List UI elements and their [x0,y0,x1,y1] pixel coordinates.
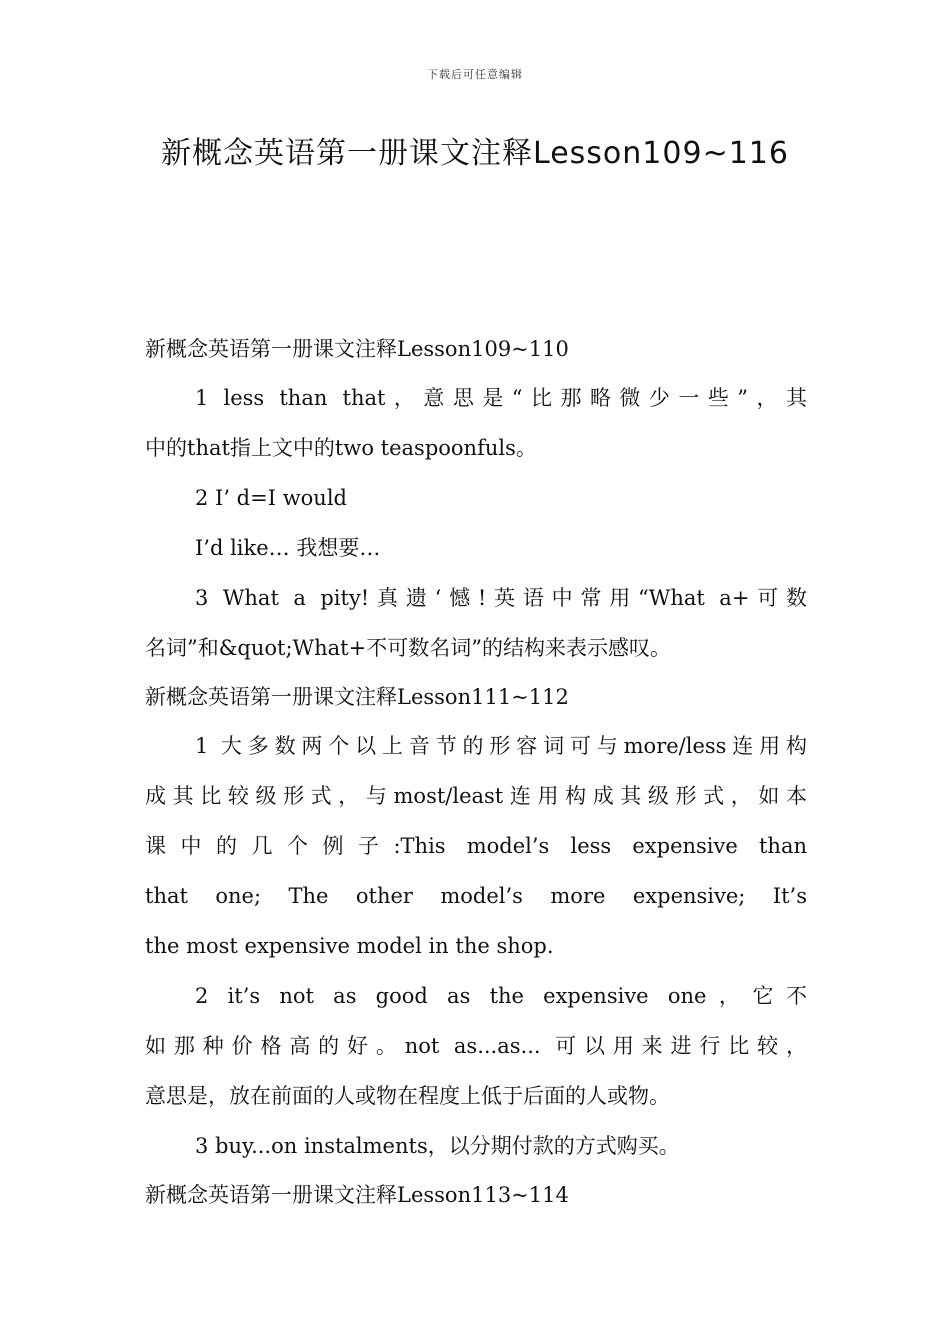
paragraph-line: 如那种价格高的好。not as...as... 可以用来进行比较， [145,1034,807,1058]
paragraph-line: 3 buy...on instalments，以分期付款的方式购买。 [195,1134,680,1158]
paragraph-line: 2 it’s not as good as the expensive one，它不 [195,984,807,1008]
paragraph-line: 3 What a pity!真遗‘憾!英语中常用“What a+可数 [195,586,807,610]
paragraph-line: 课中的几个例子:This model’s less expensive than [145,834,807,858]
section-heading-111-112: 新概念英语第一册课文注释Lesson111~112 [145,685,569,709]
section-heading-113-114: 新概念英语第一册课文注释Lesson113~114 [145,1183,569,1207]
paragraph-line: 1 less than that，意思是“比那略微少一些”，其 [195,386,807,410]
document-body [145,325,807,1219]
paragraph-line: 名词”和&quot;What+不可数名词”的结构来表示感叹。 [145,636,671,660]
paragraph-line: 2 I’ d=I would [195,486,347,510]
paragraph-line: 1 大多数两个以上音节的形容词可与more/less连用构 [195,734,807,758]
paragraph-line: I’d like… 我想要… [195,536,381,560]
paragraph-line: the most expensive model in the shop. [145,934,554,958]
document-title: 新概念英语第一册课文注释Lesson109~116 [161,136,789,171]
section-heading-109-110: 新概念英语第一册课文注释Lesson109~110 [145,337,569,361]
paragraph-line: 中的that指上文中的two teaspoonfuls。 [145,436,537,460]
paragraph-line: 成其比较级形式，与most/least连用构成其级形式，如本 [145,784,807,808]
header-note: 下载后可任意编辑 [427,68,523,81]
paragraph-line: 意思是，放在前面的人或物在程度上低于后面的人或物。 [145,1084,670,1108]
paragraph-line: that one; The other model’s more expensive; It’s [145,884,807,908]
